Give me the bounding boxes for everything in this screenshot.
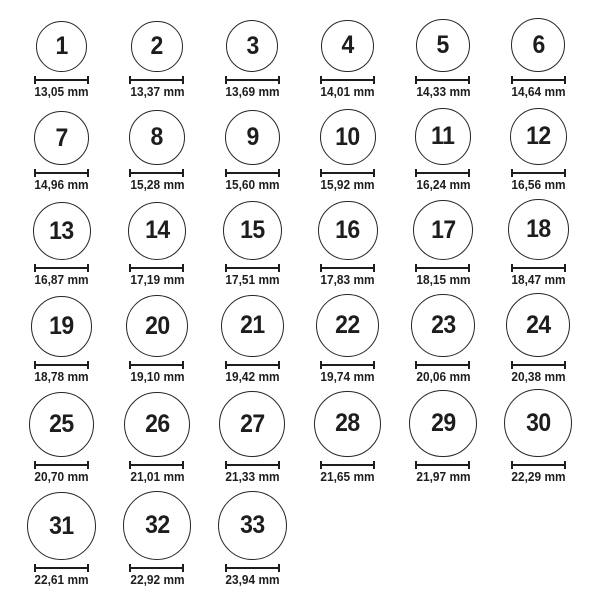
diameter-label: 19,42 mm bbox=[225, 370, 280, 385]
diameter-measure-line bbox=[34, 564, 89, 572]
ring-size-item bbox=[491, 8, 586, 100]
ring-size-circle bbox=[416, 19, 469, 72]
ring-size-item bbox=[14, 385, 109, 485]
ring-size-item bbox=[395, 100, 490, 193]
diameter-measure-line bbox=[225, 264, 280, 272]
ring-size-circle bbox=[225, 110, 281, 166]
ring-size-number: 27 bbox=[239, 409, 265, 438]
ring-size-number: 32 bbox=[144, 511, 170, 540]
ring-size-item bbox=[395, 288, 490, 385]
ring-size-item bbox=[205, 100, 300, 193]
diameter-label: 22,29 mm bbox=[511, 470, 566, 485]
ring-size-item bbox=[14, 193, 109, 288]
ring-size-number: 26 bbox=[144, 410, 170, 438]
ring-size-number: 13 bbox=[49, 216, 74, 245]
ring-size-item bbox=[300, 8, 395, 100]
ring-size-item bbox=[109, 8, 204, 100]
diameter-label: 16,24 mm bbox=[415, 178, 471, 193]
ring-size-circle bbox=[131, 21, 183, 73]
ring-size-number: 33 bbox=[239, 510, 265, 539]
ring-size-item bbox=[491, 288, 586, 385]
diameter-label: 21,33 mm bbox=[225, 470, 280, 485]
ring-size-circle bbox=[318, 201, 378, 261]
diameter-measure-line bbox=[320, 461, 375, 469]
diameter-measure-line bbox=[34, 169, 89, 177]
diameter-measure-line bbox=[34, 461, 89, 469]
diameter-label: 13,37 mm bbox=[129, 85, 185, 100]
ring-size-circle bbox=[36, 21, 87, 72]
diameter-measure-line bbox=[129, 169, 184, 177]
diameter-label: 17,51 mm bbox=[225, 273, 280, 288]
diameter-label: 21,01 mm bbox=[129, 470, 185, 485]
ring-size-item bbox=[491, 385, 586, 485]
diameter-label: 14,96 mm bbox=[34, 178, 89, 193]
ring-size-item bbox=[491, 100, 586, 193]
diameter-label: 18,78 mm bbox=[34, 370, 89, 385]
ring-size-circle bbox=[504, 389, 572, 457]
ring-size-item bbox=[395, 8, 490, 100]
diameter-measure-line bbox=[415, 169, 470, 177]
ring-size-circle bbox=[316, 294, 379, 357]
ring-size-circle bbox=[226, 20, 278, 72]
ring-size-number: 28 bbox=[335, 409, 360, 438]
diameter-label: 17,83 mm bbox=[320, 273, 375, 288]
ring-size-item bbox=[14, 288, 109, 385]
ring-size-item bbox=[109, 100, 204, 193]
ring-size-number: 11 bbox=[431, 122, 455, 151]
diameter-label: 23,94 mm bbox=[225, 573, 280, 588]
ring-size-item bbox=[109, 385, 204, 485]
ring-size-number: 19 bbox=[49, 312, 74, 341]
ring-size-circle bbox=[415, 108, 472, 165]
ring-size-item bbox=[14, 485, 109, 588]
ring-size-number: 1 bbox=[55, 32, 68, 61]
ring-size-circle bbox=[27, 492, 95, 560]
diameter-measure-line bbox=[129, 361, 184, 369]
diameter-measure-line bbox=[34, 76, 89, 84]
ring-size-circle bbox=[409, 390, 476, 457]
ring-size-circle bbox=[221, 295, 284, 358]
ring-size-circle bbox=[31, 296, 92, 357]
diameter-label: 19,10 mm bbox=[129, 370, 185, 385]
diameter-label: 15,28 mm bbox=[129, 178, 185, 193]
ring-size-item bbox=[205, 288, 300, 385]
diameter-measure-line bbox=[511, 169, 566, 177]
ring-size-circle bbox=[123, 491, 192, 560]
diameter-label: 16,87 mm bbox=[34, 273, 89, 288]
ring-size-circle bbox=[34, 111, 88, 165]
ring-size-item bbox=[205, 485, 300, 588]
diameter-measure-line bbox=[415, 461, 470, 469]
diameter-label: 17,19 mm bbox=[129, 273, 185, 288]
diameter-label: 22,61 mm bbox=[34, 573, 89, 588]
ring-size-number: 25 bbox=[49, 410, 74, 439]
diameter-measure-line bbox=[320, 361, 375, 369]
ring-size-number: 3 bbox=[246, 31, 259, 60]
ring-size-number: 18 bbox=[525, 215, 551, 244]
ring-size-circle bbox=[33, 202, 91, 260]
ring-size-item bbox=[300, 385, 395, 485]
ring-size-circle bbox=[511, 18, 565, 72]
ring-size-number: 12 bbox=[525, 122, 551, 151]
ring-size-circle bbox=[506, 293, 570, 357]
ring-size-item bbox=[109, 485, 204, 588]
ring-size-item bbox=[109, 288, 204, 385]
diameter-label: 22,92 mm bbox=[129, 573, 185, 588]
ring-size-number: 14 bbox=[144, 216, 170, 245]
ring-size-circle bbox=[321, 20, 374, 73]
diameter-measure-line bbox=[320, 264, 375, 272]
diameter-measure-line bbox=[34, 264, 89, 272]
diameter-label: 18,15 mm bbox=[415, 273, 471, 288]
ring-size-number: 6 bbox=[532, 30, 545, 59]
ring-size-number: 31 bbox=[49, 511, 74, 540]
diameter-measure-line bbox=[129, 76, 184, 84]
diameter-measure-line bbox=[415, 361, 470, 369]
ring-size-circle bbox=[124, 392, 190, 458]
diameter-measure-line bbox=[129, 461, 184, 469]
ring-size-circle bbox=[129, 110, 184, 165]
diameter-label: 20,38 mm bbox=[511, 370, 566, 385]
diameter-label: 19,74 mm bbox=[320, 370, 375, 385]
ring-size-item bbox=[109, 193, 204, 288]
diameter-measure-line bbox=[415, 264, 470, 272]
diameter-measure-line bbox=[320, 76, 375, 84]
diameter-measure-line bbox=[511, 76, 566, 84]
ring-size-number: 20 bbox=[144, 311, 170, 340]
ring-size-number: 17 bbox=[430, 215, 456, 244]
ring-size-item bbox=[14, 8, 109, 100]
ring-size-number: 15 bbox=[239, 216, 265, 245]
ring-size-circle bbox=[218, 491, 288, 561]
ring-size-circle bbox=[29, 392, 94, 457]
diameter-label: 15,92 mm bbox=[320, 178, 375, 193]
ring-size-number: 8 bbox=[150, 123, 164, 152]
diameter-label: 18,47 mm bbox=[511, 273, 566, 288]
diameter-label: 16,56 mm bbox=[511, 178, 566, 193]
ring-size-number: 23 bbox=[430, 310, 456, 339]
diameter-measure-line bbox=[320, 169, 375, 177]
ring-size-item bbox=[205, 385, 300, 485]
diameter-label: 15,60 mm bbox=[225, 178, 280, 193]
ring-size-number: 5 bbox=[436, 31, 450, 60]
ring-size-circle bbox=[223, 201, 282, 260]
diameter-label: 13,05 mm bbox=[34, 85, 89, 100]
diameter-measure-line bbox=[225, 564, 280, 572]
ring-size-item bbox=[300, 100, 395, 193]
ring-size-number: 29 bbox=[430, 409, 456, 438]
diameter-measure-line bbox=[129, 564, 184, 572]
diameter-measure-line bbox=[511, 361, 566, 369]
diameter-label: 14,33 mm bbox=[415, 85, 471, 100]
ring-size-circle bbox=[219, 391, 285, 457]
diameter-label: 14,64 mm bbox=[511, 85, 566, 100]
ring-size-circle bbox=[126, 295, 188, 357]
diameter-label: 21,65 mm bbox=[320, 470, 375, 485]
ring-size-item bbox=[300, 288, 395, 385]
ring-size-item bbox=[395, 385, 490, 485]
diameter-measure-line bbox=[225, 461, 280, 469]
ring-size-circle bbox=[128, 202, 187, 261]
diameter-measure-line bbox=[34, 361, 89, 369]
diameter-measure-line bbox=[129, 264, 184, 272]
ring-size-number: 4 bbox=[341, 31, 354, 60]
ring-size-item bbox=[205, 193, 300, 288]
diameter-measure-line bbox=[225, 169, 280, 177]
diameter-label: 20,70 mm bbox=[34, 470, 89, 485]
ring-size-circle bbox=[320, 109, 376, 165]
ring-size-number: 30 bbox=[525, 408, 551, 437]
diameter-label: 14,01 mm bbox=[320, 85, 375, 100]
ring-size-number: 21 bbox=[239, 311, 265, 340]
diameter-label: 21,97 mm bbox=[415, 470, 471, 485]
ring-size-number: 9 bbox=[246, 122, 259, 151]
ring-size-item bbox=[300, 193, 395, 288]
ring-size-number: 10 bbox=[335, 122, 360, 151]
ring-size-item bbox=[14, 100, 109, 193]
ring-size-circle bbox=[413, 200, 473, 260]
diameter-measure-line bbox=[225, 76, 280, 84]
ring-size-circle bbox=[314, 391, 381, 458]
ring-size-number: 16 bbox=[335, 215, 360, 244]
diameter-label: 20,06 mm bbox=[415, 370, 471, 385]
diameter-label: 13,69 mm bbox=[225, 85, 280, 100]
ring-size-item bbox=[205, 8, 300, 100]
ring-size-item bbox=[395, 193, 490, 288]
ring-size-number: 2 bbox=[150, 31, 164, 60]
diameter-measure-line bbox=[511, 264, 566, 272]
ring-size-circle bbox=[508, 199, 569, 260]
ring-size-number: 7 bbox=[55, 123, 68, 152]
ring-size-number: 24 bbox=[525, 310, 551, 339]
diameter-measure-line bbox=[415, 76, 470, 84]
ring-size-item bbox=[491, 193, 586, 288]
diameter-measure-line bbox=[225, 361, 280, 369]
diameter-measure-line bbox=[511, 461, 566, 469]
ring-size-circle bbox=[411, 294, 475, 358]
ring-size-circle bbox=[510, 108, 567, 165]
ring-size-number: 22 bbox=[335, 311, 360, 340]
